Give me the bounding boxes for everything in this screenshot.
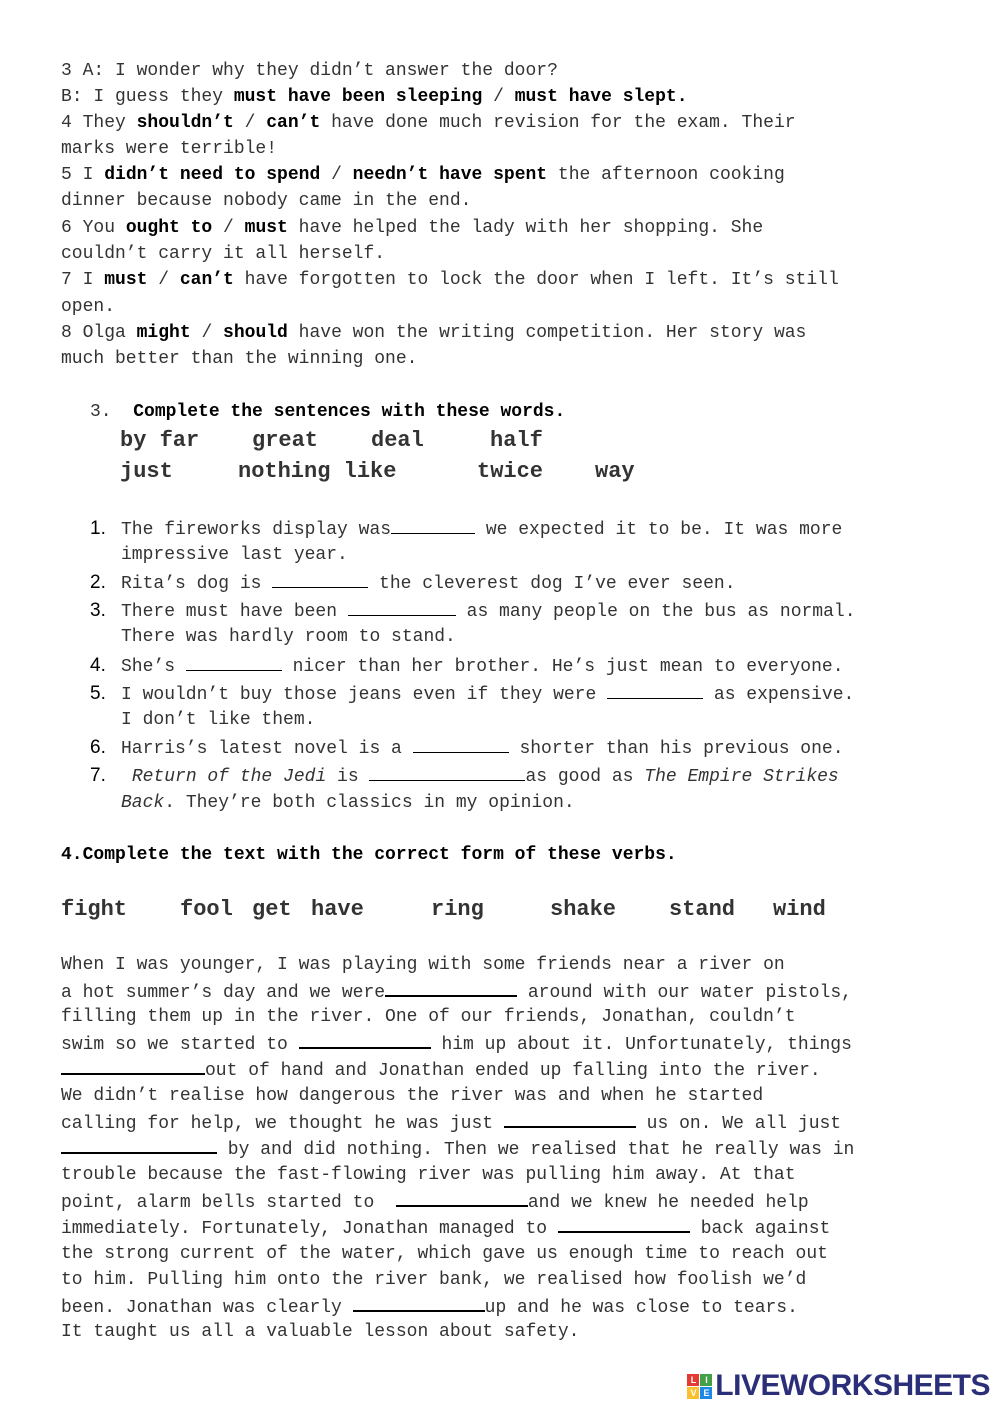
verb-bank-item: have	[311, 897, 364, 922]
sentence: I wouldn’t buy those jeans even if they were as expensive.	[121, 685, 855, 705]
text-line: to him. Pulling him onto the river bank, we realised how foolish we’d	[61, 1270, 807, 1290]
sentence: There must have been as many people on the bus as normal.	[121, 602, 856, 622]
option-b[interactable]: must have slept	[514, 87, 677, 107]
text-line: We didn’t realise how dangerous the river was and when he started	[61, 1086, 764, 1106]
verb-bank-item: ring	[431, 897, 484, 922]
text-line: calling for help, we thought he was just us on. We all just	[61, 1111, 841, 1135]
ex2-line: 4 They shouldn’t / can’t have done much revision for the exam. Their	[61, 113, 796, 133]
verb-bank-item: get	[252, 897, 292, 922]
option-b[interactable]: can’t	[266, 113, 321, 133]
item-number: 7.	[90, 765, 106, 786]
text-line: the strong current of the water, which gave us enough time to reach out	[61, 1244, 828, 1264]
option-b[interactable]: must	[244, 218, 288, 238]
word-bank-item: just	[120, 459, 173, 484]
sentence-cont: impressive last year.	[121, 545, 348, 565]
answer-blank[interactable]	[369, 765, 525, 781]
item-number: 4.	[90, 655, 106, 676]
text-line: swim so we started to him up about it. Unfortunately, things	[61, 1032, 852, 1056]
sentence: The fireworks display was we expected it to be. It was more	[121, 520, 843, 540]
answer-blank[interactable]	[61, 1058, 205, 1075]
book-title: The Empire Strikes	[644, 767, 839, 787]
verb-bank-item: stand	[669, 897, 736, 922]
option-b[interactable]: needn’t have spent	[352, 165, 548, 185]
sentence: Rita’s dog is the cleverest dog I’ve ever seen.	[121, 574, 736, 594]
sentence-cont: I don’t like them.	[121, 710, 316, 730]
word-bank-item: way	[595, 459, 635, 484]
text-line: trouble because the fast-flowing river was pulling him away. At that	[61, 1165, 796, 1185]
answer-blank[interactable]	[413, 737, 509, 753]
ex3-heading: 3. Complete the sentences with these words.	[90, 402, 566, 422]
liveworksheets-logo[interactable]	[687, 1369, 990, 1403]
option-b[interactable]: can’t	[179, 270, 234, 290]
answer-blank[interactable]	[385, 980, 517, 997]
text-line: been. Jonathan was clearly up and he was close to tears.	[61, 1295, 798, 1319]
sentence: Harris’s latest novel is a shorter than his previous one.	[121, 739, 844, 759]
answer-blank[interactable]	[353, 1295, 485, 1312]
text-line: filling them up in the river. One of our friends, Jonathan, couldn’t	[61, 1007, 796, 1027]
ex2-line: dinner because nobody came in the end.	[61, 191, 472, 211]
option-a[interactable]: didn’t need to spend	[104, 165, 321, 185]
verb-bank-item: fool	[180, 897, 233, 922]
text-line: a hot summer’s day and we were around with our water pistols,	[61, 980, 852, 1004]
answer-blank[interactable]	[391, 518, 475, 534]
answer-blank[interactable]	[186, 655, 282, 671]
ex2-line: marks were terrible!	[61, 139, 278, 159]
word-bank-item: nothing like	[238, 459, 397, 484]
ex2-line: 7 I must / can’t have forgotten to lock the door when I left. It’s still	[61, 270, 839, 290]
option-a[interactable]: must have been sleeping	[233, 87, 483, 107]
ex2-line: 6 You ought to / must have helped the lady with her shopping. She	[61, 218, 764, 238]
answer-blank[interactable]	[348, 600, 456, 616]
word-bank-item: half	[490, 428, 543, 453]
sentence: Return of the Jedi is as good as The Empire Strikes	[131, 767, 839, 787]
answer-blank[interactable]	[272, 572, 368, 588]
verb-bank-item: fight	[61, 897, 128, 922]
text-line: When I was younger, I was playing with some friends near a river on	[61, 955, 785, 975]
option-a[interactable]: shouldn’t	[136, 113, 234, 133]
item-number: 3.	[90, 600, 106, 621]
option-a[interactable]: might	[136, 323, 191, 343]
text-line: It taught us all a valuable lesson about safety.	[61, 1322, 580, 1342]
word-bank-item: twice	[477, 459, 544, 484]
ex2-line: 8 Olga might / should have won the writing competition. Her story was	[61, 323, 807, 343]
item-number: 1.	[90, 518, 106, 539]
ex2-line: open.	[61, 297, 116, 317]
logo-icon: L I V E	[687, 1374, 712, 1399]
answer-blank[interactable]	[61, 1137, 217, 1154]
answer-blank[interactable]	[396, 1190, 528, 1207]
verb-bank-item: shake	[550, 897, 617, 922]
sentence-cont: Back. They’re both classics in my opinion.	[121, 793, 575, 813]
book-title: Return of the Jedi	[131, 767, 327, 787]
item-number: 2.	[90, 572, 106, 593]
word-bank-item: by far	[120, 428, 200, 453]
word-bank-item: deal	[371, 428, 424, 453]
verb-bank-item: wind	[773, 897, 826, 922]
ex2-line: B: I guess they must have been sleeping / must have slept.	[61, 87, 688, 107]
answer-blank[interactable]	[558, 1216, 690, 1233]
text-line: point, alarm bells started to and we knew he needed help	[61, 1190, 809, 1214]
sentence-cont: There was hardly room to stand.	[121, 627, 456, 647]
answer-blank[interactable]	[299, 1032, 431, 1049]
ex2-line: much better than the winning one.	[61, 349, 418, 369]
item-number: 6.	[90, 737, 106, 758]
text-line: immediately. Fortunately, Jonathan managed to back against	[61, 1216, 830, 1240]
item-number: 5.	[90, 683, 106, 704]
answer-blank[interactable]	[504, 1111, 636, 1128]
option-a[interactable]: must	[104, 270, 148, 290]
option-b[interactable]: should	[223, 323, 288, 343]
text-line: by and did nothing. Then we realised that he really was in	[61, 1137, 854, 1161]
logo-text: LIVEWORKSHEETS	[715, 1369, 990, 1402]
ex2-line: 5 I didn’t need to spend / needn’t have spent the afternoon cooking	[61, 165, 785, 185]
text-line: out of hand and Jonathan ended up falling into the river.	[61, 1058, 821, 1082]
answer-blank[interactable]	[607, 683, 703, 699]
ex4-heading: 4.Complete the text with the correct form of these verbs.	[61, 845, 677, 865]
sentence: She’s nicer than her brother. He’s just mean to everyone.	[121, 657, 844, 677]
word-bank-item: great	[252, 428, 319, 453]
ex2-line: 3 A: I wonder why they didn’t answer the door?	[61, 61, 558, 81]
ex2-line: couldn’t carry it all herself.	[61, 244, 386, 264]
option-a[interactable]: ought to	[125, 218, 213, 238]
